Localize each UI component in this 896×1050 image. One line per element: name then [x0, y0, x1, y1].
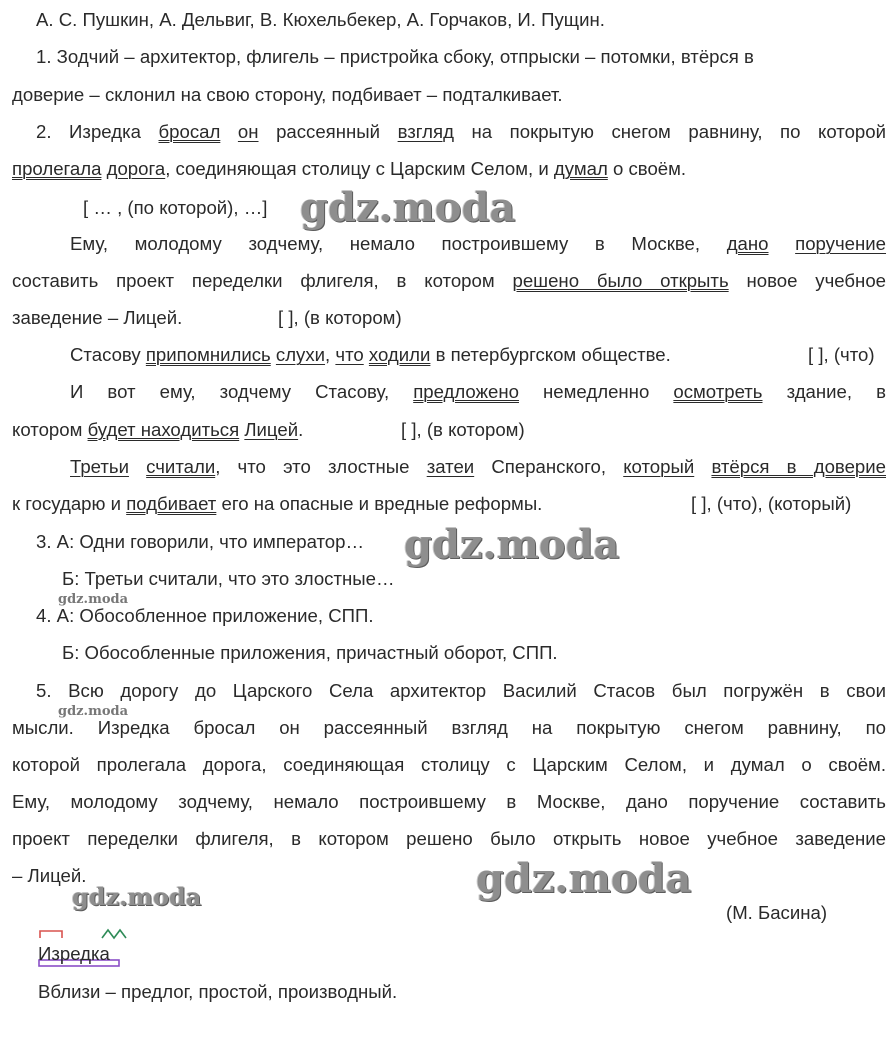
predicate: будет находиться	[87, 419, 240, 440]
author-credit: (М. Басина)	[726, 902, 828, 923]
predicate: втёрся в доверие	[711, 456, 886, 477]
morph-analysis-line: Вблизи – предлог, простой, производный.	[38, 981, 398, 1002]
predicate: ходили	[368, 344, 431, 365]
watermark: gdz.moda	[72, 882, 202, 911]
task-2-line-9: Третьи считали, что это злостные затеи Сперанского, который втёрся в доверие	[70, 456, 886, 477]
scheme-1: [ … , (по которой), …]	[83, 197, 268, 218]
scheme-2: [ ], (в котором)	[278, 307, 402, 328]
subject: Третьи	[70, 456, 129, 477]
watermark: gdz.moda	[476, 855, 692, 902]
prefix-mark	[40, 931, 62, 938]
task-2-line-6: Стасову припомнились слухи, что ходили в петербургском обществе.	[70, 344, 671, 365]
task-3-line-a: 3. А: Одни говорили, что император…	[36, 531, 365, 552]
predicate: дано	[726, 233, 769, 254]
task-5-line-2: мысли. Изредка бросал он рассеянный взгляд на покрытую снегом равнину, по	[12, 717, 886, 738]
watermark: gdz.moda	[58, 592, 129, 607]
subject: который	[623, 456, 695, 477]
task-2-line-4: составить проект переделки флигеля, в котором решено было открыть новое учебное	[12, 270, 887, 291]
subject: Лицей	[244, 419, 299, 440]
suffix-mark	[102, 930, 126, 938]
task-4-line-a: 4. А: Обособленное приложение, СПП.	[36, 605, 374, 626]
task-5-line-3: которой пролегала дорога, соединяющая столицу с Царским Селом, и думал о своём.	[12, 754, 886, 775]
answer-line-1: А. С. Пушкин, А. Дельвиг, В. Кюхельбекер, А. Горчаков, И. Пущин.	[36, 9, 605, 30]
predicate: припомнились	[145, 344, 271, 365]
scheme-3: [ ], (что)	[808, 344, 875, 365]
predicate: предложено	[413, 381, 519, 402]
scheme-5: [ ], (что), (который)	[691, 493, 852, 514]
task-2-line-10: к государю и подбивает его на опасные и вредные реформы.	[12, 493, 543, 514]
object: взгляд	[397, 121, 454, 142]
predicate: бросал	[158, 121, 221, 142]
subject: слухи	[275, 344, 326, 365]
task-2-line-8: котором будет находиться Лицей.	[12, 419, 304, 440]
subject: дорога	[106, 158, 166, 179]
predicate: решено было открыть	[512, 270, 729, 291]
subject: затеи	[426, 456, 475, 477]
task-5-line-6: – Лицей.	[12, 865, 87, 886]
predicate: осмотреть	[673, 381, 763, 402]
task-5-line-4: Ему, молодому зодчему, немало построившему в Москве, дано поручение составить	[12, 791, 886, 812]
task-1-line-b: доверие – склонил на свою сторону, подбивает – подталкивает.	[12, 84, 563, 105]
task-2-line-2: пролегала дорога, соединяющая столицу с Царским Селом, и думал о своём.	[12, 158, 687, 179]
watermark: gdz.moda	[404, 521, 620, 568]
task-2-line-7: И вот ему, зодчему Стасову, предложено немедленно осмотреть здание, в	[70, 381, 886, 402]
subject: что	[335, 344, 364, 365]
watermark: gdz.moda	[300, 184, 516, 231]
subject: поручение	[795, 233, 887, 254]
task-5-line-5: проект переделки флигеля, в котором решено было открыть новое учебное заведение	[12, 828, 886, 849]
predicate: считали	[146, 456, 216, 477]
task-1-line-a: 1. Зодчий – архитектор, флигель – пристройка сбоку, отпрыски – потомки, втёрся в	[36, 46, 754, 67]
subject: он	[237, 121, 259, 142]
task-2-line-1: 2. Изредка бросал он рассеянный взгляд на покрытую снегом равнину, по которой	[36, 121, 886, 142]
predicate: подбивает	[126, 493, 217, 514]
task-4-line-b: Б: Обособленные приложения, причастный оборот, СПП.	[62, 642, 558, 663]
task-2-line-3: Ему, молодому зодчему, немало построившему в Москве, дано поручение	[70, 233, 887, 254]
predicate: пролегала	[12, 158, 102, 179]
watermark: gdz.moda	[58, 704, 129, 719]
scheme-4: [ ], (в котором)	[401, 419, 525, 440]
task-3-line-b: Б: Третьи считали, что это злостные…	[62, 568, 395, 589]
predicate: думал	[553, 158, 608, 179]
morph-word: Изредка	[38, 943, 110, 964]
task-2-line-5: заведение – Лицей.	[12, 307, 183, 328]
task-5-line-1: 5. Всю дорогу до Царского Села архитектор Василий Стасов был погружён в свои	[36, 680, 886, 701]
